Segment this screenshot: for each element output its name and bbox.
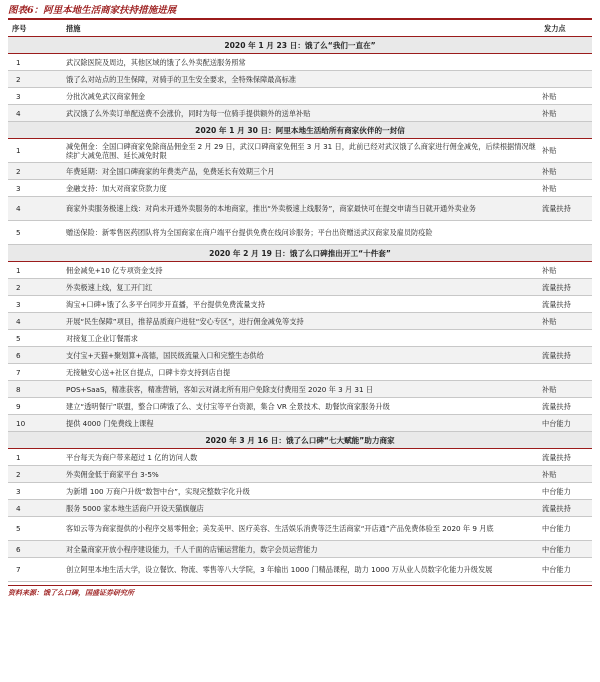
row-number: 2 bbox=[8, 163, 62, 180]
table-row bbox=[8, 449, 592, 466]
row-focus: 流量扶持 bbox=[540, 279, 592, 296]
row-focus: 补贴 bbox=[540, 262, 592, 279]
row-focus: 补贴 bbox=[540, 105, 592, 122]
row-number: 5 bbox=[8, 330, 62, 347]
row-number: 5 bbox=[8, 517, 62, 541]
section-title: 2020 年 1 月 30 日：阿里本地生活给所有商家伙伴的一封信 bbox=[8, 122, 592, 139]
row-measure: 平台每天为商户带来超过 1 亿的访问人数 bbox=[62, 449, 540, 466]
table-row bbox=[8, 139, 592, 163]
row-measure: 商家外卖服务极速上线：对尚未开通外卖服务的本地商家，推出“外卖极速上线服务”，商家最快可在提交申请当日就开通外卖业务 bbox=[62, 197, 540, 221]
table-row bbox=[8, 500, 592, 517]
table-row bbox=[8, 279, 592, 296]
row-number: 4 bbox=[8, 105, 62, 122]
row-number: 2 bbox=[8, 71, 62, 88]
row-number: 4 bbox=[8, 500, 62, 517]
table-row bbox=[8, 313, 592, 330]
row-measure: 分批次减免武汉商家佣金 bbox=[62, 88, 540, 105]
row-measure: POS+SaaS，精准获客，精准营销，客如云对湖北所有用户免除支付费用至 2020 年 3 月 31 日 bbox=[62, 381, 540, 398]
row-number: 2 bbox=[8, 279, 62, 296]
table-row bbox=[8, 558, 592, 582]
row-measure: 外卖佣金低于商家平台 3-5% bbox=[62, 466, 540, 483]
row-focus: 流量扶持 bbox=[540, 197, 592, 221]
row-focus: 流量扶持 bbox=[540, 347, 592, 364]
row-number: 1 bbox=[8, 262, 62, 279]
row-number: 2 bbox=[8, 466, 62, 483]
row-measure: 为新增 100 万商户升级“数智中台”，实现完整数字化升级 bbox=[62, 483, 540, 500]
row-measure: 武汉饿了么外卖订单配送费不会涨价，同时为每一位骑手提供额外的送单补贴 bbox=[62, 105, 540, 122]
row-number: 8 bbox=[8, 381, 62, 398]
row-focus: 中台能力 bbox=[540, 483, 592, 500]
row-number: 5 bbox=[8, 221, 62, 245]
row-focus bbox=[540, 71, 592, 88]
row-measure: 金融支持：加大对商家贷款力度 bbox=[62, 180, 540, 197]
row-number: 1 bbox=[8, 139, 62, 163]
row-focus: 补贴 bbox=[540, 313, 592, 330]
row-measure: 佣金减免+10 亿专项资金支持 bbox=[62, 262, 540, 279]
header-focus: 发力点 bbox=[540, 19, 592, 37]
row-number: 7 bbox=[8, 558, 62, 582]
row-number: 6 bbox=[8, 347, 62, 364]
row-number: 3 bbox=[8, 180, 62, 197]
row-measure: 淘宝+口碑+饿了么多平台同步开直播，平台提供免费流量支持 bbox=[62, 296, 540, 313]
table-row bbox=[8, 466, 592, 483]
row-focus: 补贴 bbox=[540, 139, 592, 163]
row-measure: 武汉除医院及周边，其他区域的饿了么外卖配送服务照常 bbox=[62, 54, 540, 71]
row-measure: 提供 4000 门免费线上课程 bbox=[62, 415, 540, 432]
table-row bbox=[8, 163, 592, 180]
row-focus: 中台能力 bbox=[540, 558, 592, 582]
table-body bbox=[8, 37, 592, 582]
table-row bbox=[8, 54, 592, 71]
row-focus: 补贴 bbox=[540, 88, 592, 105]
row-measure: 支付宝+天猫+聚划算+高德，国民级流量入口和完整生态供给 bbox=[62, 347, 540, 364]
table-row bbox=[8, 541, 592, 558]
row-number: 1 bbox=[8, 449, 62, 466]
row-focus: 流量扶持 bbox=[540, 296, 592, 313]
section-row bbox=[8, 245, 592, 262]
table-row bbox=[8, 381, 592, 398]
row-number: 10 bbox=[8, 415, 62, 432]
row-focus bbox=[540, 364, 592, 381]
header-row bbox=[8, 19, 592, 37]
table-row bbox=[8, 415, 592, 432]
measures-table bbox=[8, 18, 592, 582]
table-row bbox=[8, 88, 592, 105]
row-measure: 对全量商家开放小程序建设能力，千人千面的店铺运营能力，数字会员运营能力 bbox=[62, 541, 540, 558]
row-focus: 流量扶持 bbox=[540, 449, 592, 466]
row-focus bbox=[540, 330, 592, 347]
row-measure: 客如云等为商家提供的小程序交易零佣金；美发美甲、医疗美容、生活娱乐消费等泛生活商家“开店通”产品免费体验至 2020 年 9 月底 bbox=[62, 517, 540, 541]
row-number: 3 bbox=[8, 296, 62, 313]
row-focus: 中台能力 bbox=[540, 517, 592, 541]
row-focus: 流量扶持 bbox=[540, 500, 592, 517]
row-number: 3 bbox=[8, 88, 62, 105]
row-measure: 年费延期：对全国口碑商家的年费类产品，免费延长有效期三个月 bbox=[62, 163, 540, 180]
row-focus: 补贴 bbox=[540, 381, 592, 398]
section-row bbox=[8, 432, 592, 449]
table-row bbox=[8, 180, 592, 197]
row-measure: 外卖极速上线，复工开门红 bbox=[62, 279, 540, 296]
row-focus: 补贴 bbox=[540, 466, 592, 483]
table-row bbox=[8, 221, 592, 245]
table-row bbox=[8, 364, 592, 381]
table-row bbox=[8, 197, 592, 221]
row-focus: 补贴 bbox=[540, 180, 592, 197]
source-note: 资料来源：饿了么口碑，国盛证券研究所 bbox=[8, 585, 592, 598]
header-measure: 措施 bbox=[62, 19, 540, 37]
table-row bbox=[8, 71, 592, 88]
section-row bbox=[8, 37, 592, 54]
row-focus: 补贴 bbox=[540, 163, 592, 180]
row-measure: 建立“透明餐厅”联盟，整合口碑饿了么、支付宝等平台资源，集合 VR 全景技术、助餐饮商家服务升级 bbox=[62, 398, 540, 415]
row-number: 4 bbox=[8, 197, 62, 221]
row-measure: 开展“民生保障”项目，推荐品质商户进驻“安心专区”，进行佣金减免等支持 bbox=[62, 313, 540, 330]
row-measure: 饿了么对站点的卫生保障，对骑手的卫生安全要求，全特殊保障最高标准 bbox=[62, 71, 540, 88]
row-focus: 流量扶持 bbox=[540, 398, 592, 415]
row-focus: 中台能力 bbox=[540, 541, 592, 558]
figure-title: 图表6：阿里本地生活商家扶持措施进展 bbox=[8, 5, 177, 16]
section-title: 2020 年 2 月 19 日：饿了么口碑推出开工“十件套” bbox=[8, 245, 592, 262]
row-number: 9 bbox=[8, 398, 62, 415]
row-measure: 对接复工企业订餐需求 bbox=[62, 330, 540, 347]
table-row bbox=[8, 483, 592, 500]
section-title: 2020 年 3 月 16 日：饿了么口碑“七大赋能”助力商家 bbox=[8, 432, 592, 449]
row-measure: 无接触安心送+社区自提点，口碑卡券支持到店自提 bbox=[62, 364, 540, 381]
row-focus bbox=[540, 221, 592, 245]
row-measure: 创立阿里本地生活大学，设立餐饮、物流、零售等八大学院，3 年输出 1000 门精品课程，助力 1000 万从业人员数字化能力升级发展 bbox=[62, 558, 540, 582]
row-number: 1 bbox=[8, 54, 62, 71]
row-number: 7 bbox=[8, 364, 62, 381]
table-row bbox=[8, 347, 592, 364]
table-row bbox=[8, 105, 592, 122]
section-title: 2020 年 1 月 23 日：饿了么“我们一直在” bbox=[8, 37, 592, 54]
header-num: 序号 bbox=[8, 19, 62, 37]
row-number: 3 bbox=[8, 483, 62, 500]
row-measure: 赠送保险：新零售医药团队将为全国商家在商户端平台提供免费在线问诊服务；平台出资赠送武汉商家及雇员防疫险 bbox=[62, 221, 540, 245]
table-row bbox=[8, 296, 592, 313]
row-measure: 减免佣金：全国口碑商家免除商品佣金至 2 月 29 日，武汉口碑商家免佣至 3 月 31 日，此前已经对武汉饿了么商家进行佣金减免，后续根据情况继续扩大减免范围、延长减免时限 bbox=[62, 139, 540, 163]
row-focus bbox=[540, 54, 592, 71]
row-number: 6 bbox=[8, 541, 62, 558]
table-row bbox=[8, 517, 592, 541]
table-row bbox=[8, 330, 592, 347]
table-row bbox=[8, 262, 592, 279]
section-row bbox=[8, 122, 592, 139]
row-number: 4 bbox=[8, 313, 62, 330]
table-row bbox=[8, 398, 592, 415]
row-measure: 服务 5000 家本地生活商户开设天猫旗舰店 bbox=[62, 500, 540, 517]
row-focus: 中台能力 bbox=[540, 415, 592, 432]
